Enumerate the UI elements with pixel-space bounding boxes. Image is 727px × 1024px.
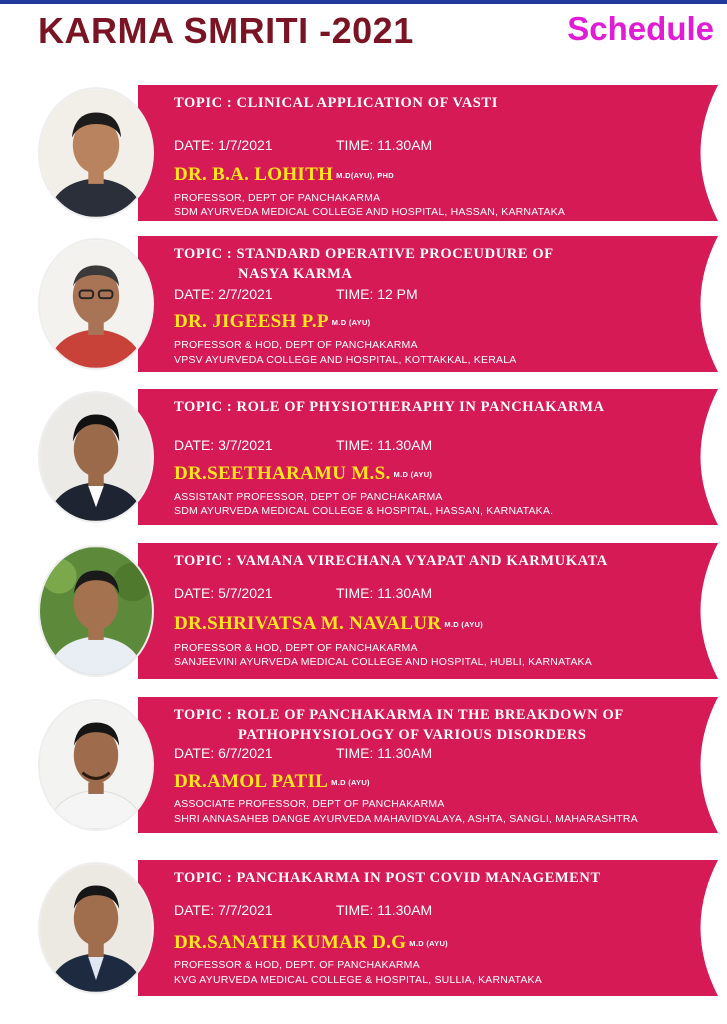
session-card xyxy=(38,697,727,833)
session-time: TIME: 11.30AM xyxy=(336,137,433,153)
session-card xyxy=(38,389,727,525)
speaker-institution: SDM AYURVEDA MEDICAL COLLEGE & HOSPITAL, HASSAN, KARNATAKA. xyxy=(174,505,554,517)
speaker-name: DR.SANATH KUMAR D.G M.D (AYU) xyxy=(174,932,448,953)
session-topic: TOPIC : ROLE OF PANCHAKARMA IN THE BREAKDOWN OF PATHOPHYSIOLOGY OF VARIOUS DISORDERS xyxy=(174,707,624,743)
speaker-designation: PROFESSOR & HOD, DEPT OF PANCHAKARMA xyxy=(174,339,418,351)
speaker-photo xyxy=(38,87,154,219)
session-topic: TOPIC : VAMANA VIRECHANA VYAPAT AND KARMUKATA xyxy=(174,553,608,569)
speaker-institution: KVG AYURVEDA MEDICAL COLLEGE & HOSPITAL, SULLIA, KARNATAKA xyxy=(174,974,542,986)
session-topic: TOPIC : PANCHAKARMA IN POST COVID MANAGEMENT xyxy=(174,870,601,886)
speaker-designation: ASSISTANT PROFESSOR, DEPT OF PANCHAKARMA xyxy=(174,491,443,503)
session-time: TIME: 11.30AM xyxy=(336,745,433,761)
speaker-degree: M.D (AYU) xyxy=(331,318,371,328)
speaker-name: DR.AMOL PATIL M.D (AYU) xyxy=(174,771,370,792)
speaker-photo xyxy=(38,862,154,994)
session-date: DATE: 7/7/2021 xyxy=(174,902,273,918)
speaker-photo xyxy=(38,391,154,523)
session-time: TIME: 11.30AM xyxy=(336,902,433,918)
speaker-photo xyxy=(38,238,154,370)
speaker-name: DR.SEETHARAMU M.S. M.D (AYU) xyxy=(174,463,433,484)
session-date: DATE: 2/7/2021 xyxy=(174,286,273,302)
speaker-designation: PROFESSOR, DEPT OF PANCHAKARMA xyxy=(174,192,381,204)
page-title: KARMA SMRITI -2021 xyxy=(38,10,414,51)
session-time: TIME: 11.30AM xyxy=(336,585,433,601)
speaker-name: DR. JIGEESH P.P M.D (AYU) xyxy=(174,311,371,332)
speaker-degree: M.D(AYU), PHD xyxy=(336,171,394,181)
speaker-institution: SANJEEVINI AYURVEDA MEDICAL COLLEGE AND HOSPITAL, HUBLI, KARNATAKA xyxy=(174,656,592,668)
session-card xyxy=(38,860,727,996)
session-time: TIME: 12 PM xyxy=(336,286,418,302)
session-date: DATE: 1/7/2021 xyxy=(174,137,273,153)
speaker-designation: PROFESSOR & HOD, DEPT OF PANCHAKARMA xyxy=(174,642,418,654)
session-card xyxy=(38,85,727,221)
speaker-name: DR.SHRIVATSA M. NAVALUR M.D (AYU) xyxy=(174,613,484,634)
session-card xyxy=(38,236,727,372)
session-card xyxy=(38,543,727,679)
session-topic: TOPIC : STANDARD OPERATIVE PROCEUDURE OF NASYA KARMA xyxy=(174,246,554,282)
session-time: TIME: 11.30AM xyxy=(336,437,433,453)
speaker-name: DR. B.A. LOHITH M.D(AYU), PHD xyxy=(174,164,394,185)
speaker-degree: M.D (AYU) xyxy=(393,470,433,480)
speaker-institution: SDM AYURVEDA MEDICAL COLLEGE AND HOSPITAL, HASSAN, KARNATAKA xyxy=(174,206,566,218)
speaker-photo xyxy=(38,545,154,677)
speaker-designation: ASSOCIATE PROFESSOR, DEPT OF PANCHAKARMA xyxy=(174,798,445,810)
speaker-degree: M.D (AYU) xyxy=(409,939,448,949)
top-border xyxy=(0,0,727,4)
session-date: DATE: 5/7/2021 xyxy=(174,585,273,601)
session-date: DATE: 6/7/2021 xyxy=(174,745,273,761)
session-topic: TOPIC : ROLE OF PHYSIOTHERAPHY IN PANCHAKARMA xyxy=(174,399,605,415)
speaker-degree: M.D (AYU) xyxy=(444,620,484,630)
speaker-designation: PROFESSOR & HOD, DEPT. OF PANCHAKARMA xyxy=(174,959,420,971)
schedule-label: Schedule xyxy=(567,10,714,47)
speaker-photo xyxy=(38,699,154,831)
speaker-institution: VPSV AYURVEDA COLLEGE AND HOSPITAL, KOTTAKKAL, KERALA xyxy=(174,354,517,366)
speaker-institution: SHRI ANNASAHEB DANGE AYURVEDA MAHAVIDYALAYA, ASHTA, SANGLI, MAHARASHTRA xyxy=(174,813,638,825)
session-topic: TOPIC : CLINICAL APPLICATION OF VASTI xyxy=(174,95,498,111)
session-date: DATE: 3/7/2021 xyxy=(174,437,273,453)
speaker-degree: M.D (AYU) xyxy=(331,778,370,788)
